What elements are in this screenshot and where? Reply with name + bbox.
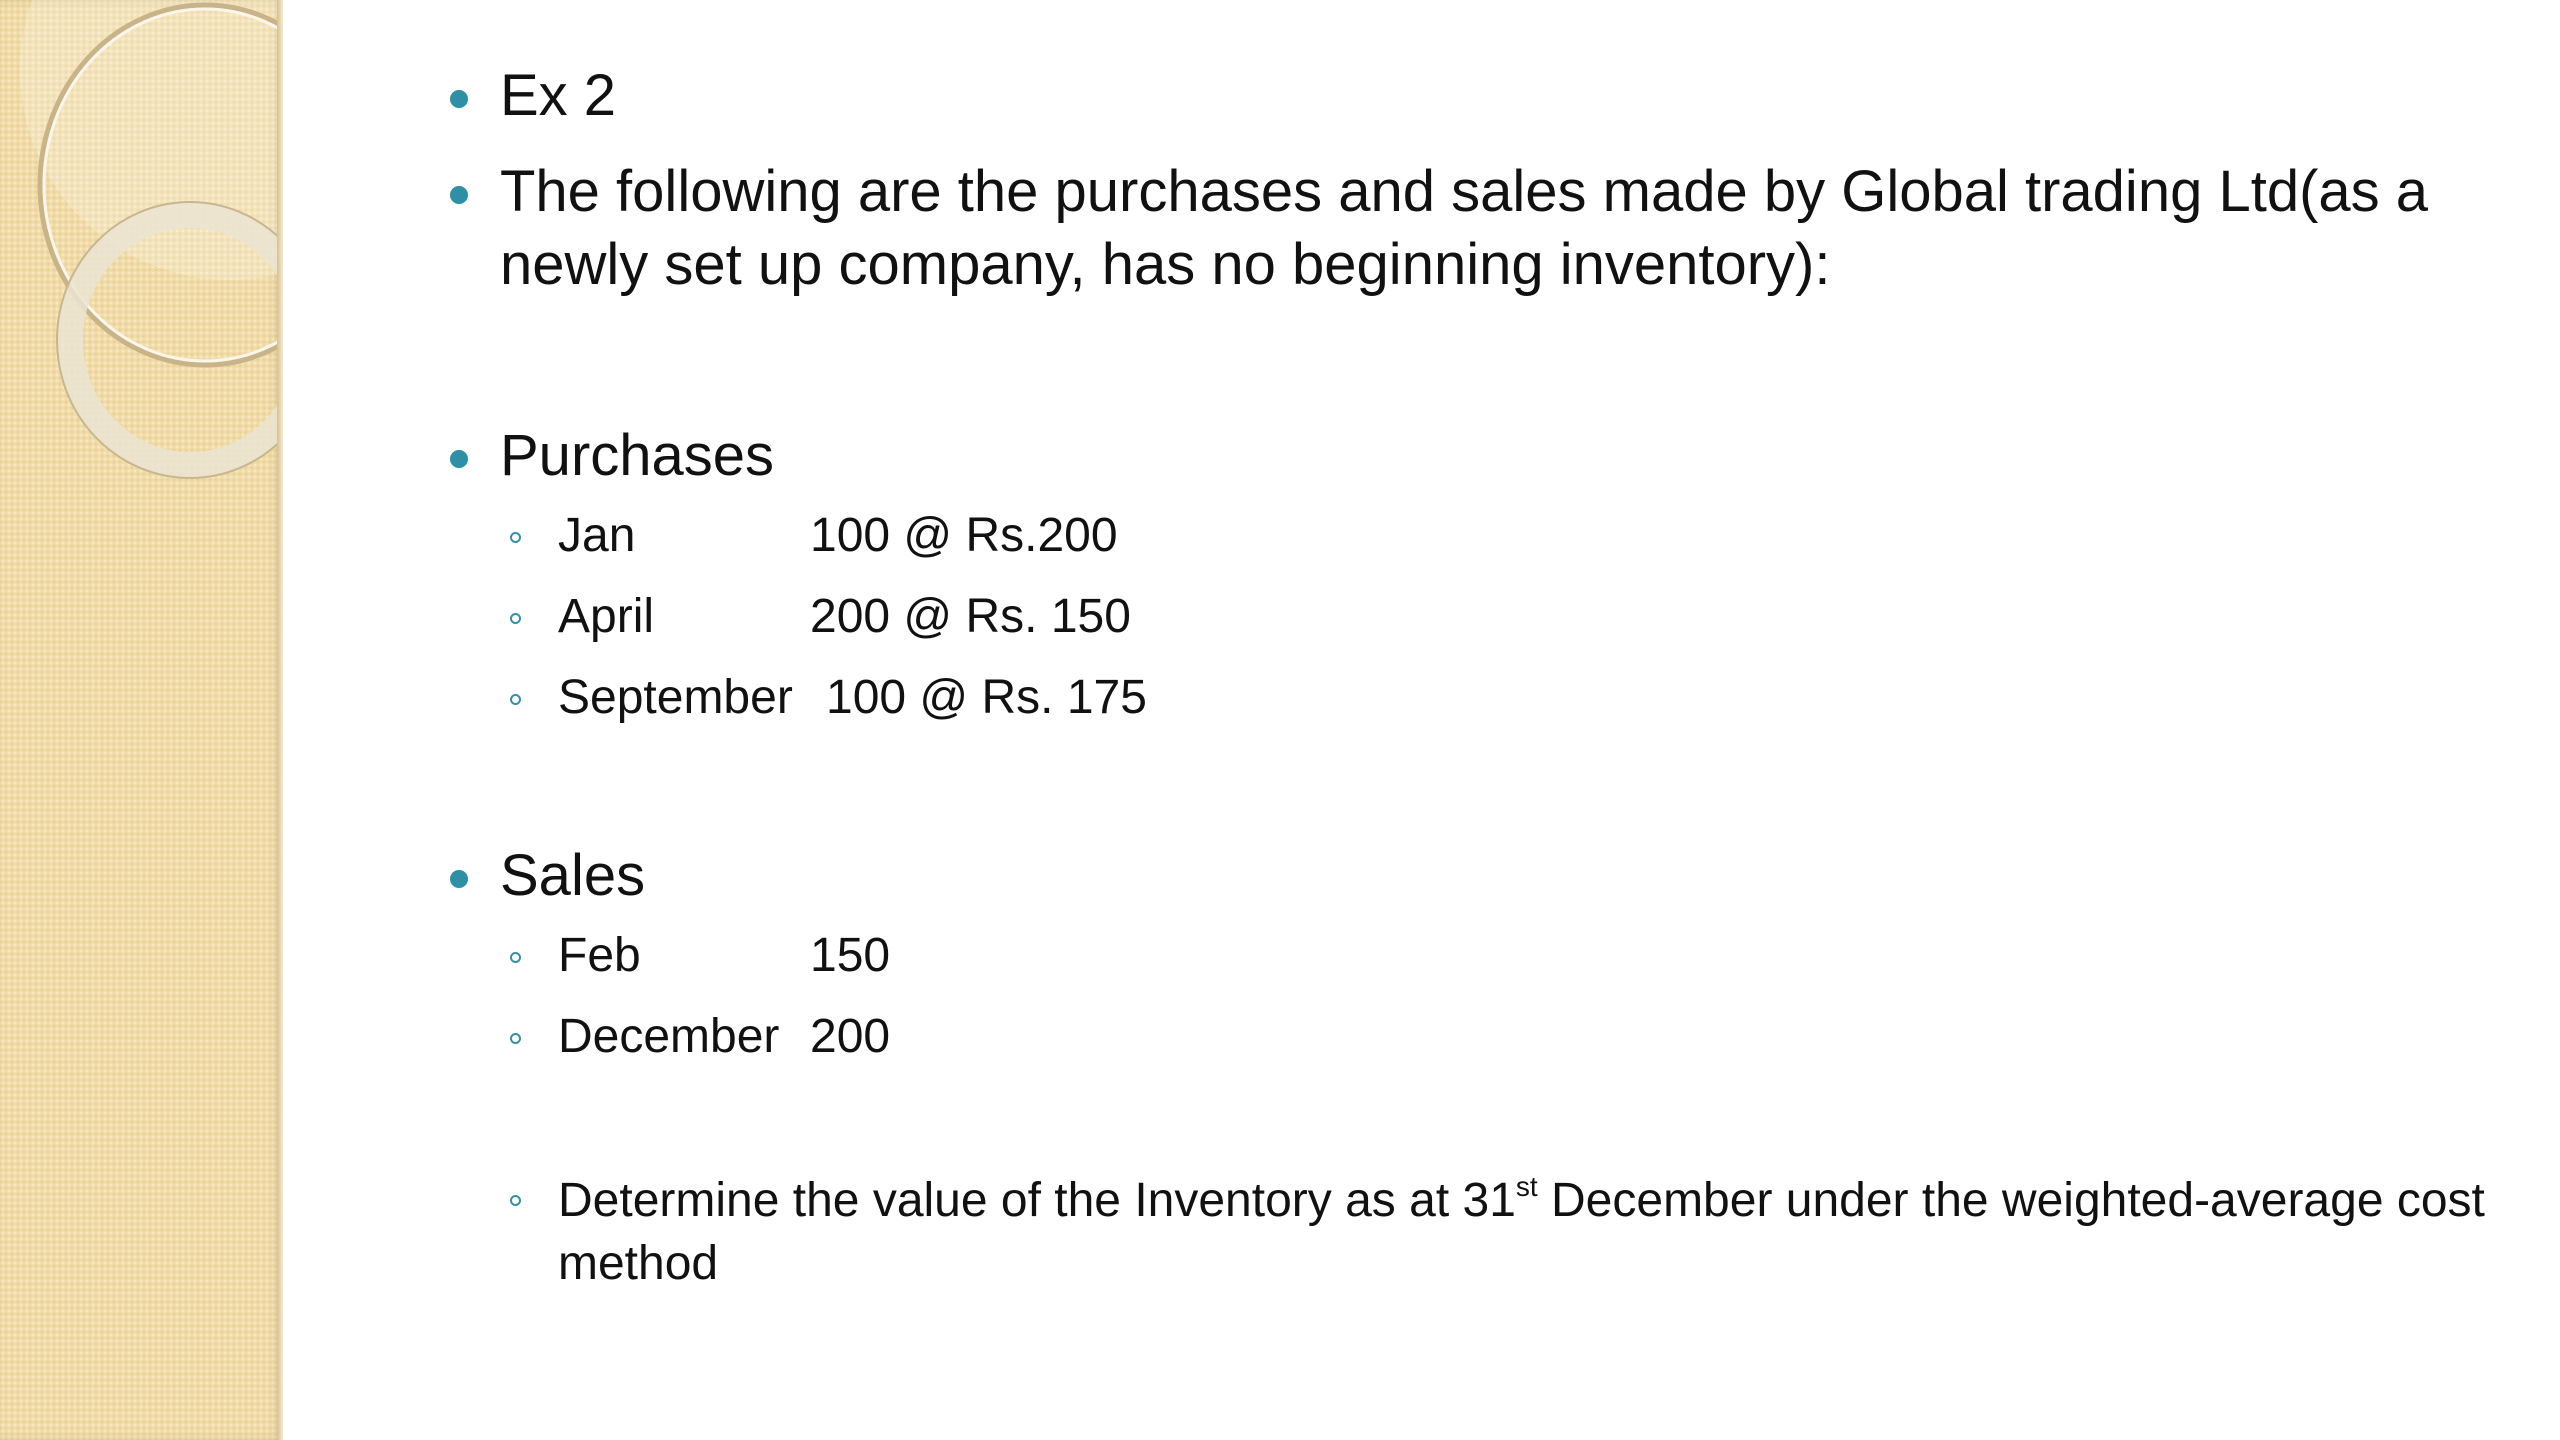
bullet-title bbox=[430, 60, 2510, 156]
purchase-month: April bbox=[558, 590, 655, 643]
sale-detail: 150 bbox=[810, 929, 891, 982]
decorative-side-panel bbox=[0, 0, 283, 1440]
question-superscript: st bbox=[1515, 1171, 1538, 1202]
sale-month: December bbox=[558, 1010, 780, 1063]
intro-text: The following are the purchases and sales made by Global trading Ltd(as a newly set up company, has no beginning inventory): bbox=[500, 159, 2429, 297]
purchases-heading: Purchases bbox=[500, 423, 775, 488]
slide-title-text: Ex 2 bbox=[500, 63, 617, 128]
purchase-item bbox=[430, 668, 2510, 840]
question-item bbox=[430, 1169, 2510, 1296]
sub-bullet-circle-icon bbox=[510, 613, 521, 624]
sale-month: Feb bbox=[558, 929, 641, 982]
purchase-item bbox=[430, 587, 2510, 668]
bullet-sales bbox=[430, 840, 2510, 926]
bullet-dot-icon bbox=[450, 870, 468, 888]
sub-bullet-circle-icon bbox=[510, 532, 521, 543]
purchase-month: Jan bbox=[558, 509, 636, 562]
purchase-detail: 100 @ Rs. 175 bbox=[826, 671, 1147, 724]
sale-item bbox=[430, 926, 2510, 1007]
question-text-part2: December under the weighted-average cost method bbox=[558, 1174, 2485, 1291]
slide-content bbox=[430, 60, 2510, 1296]
bullet-dot-icon bbox=[450, 186, 468, 204]
sub-bullet-circle-icon bbox=[510, 1033, 521, 1044]
sale-detail: 200 bbox=[810, 1010, 891, 1063]
sale-item bbox=[430, 1007, 2510, 1169]
purchase-month: September bbox=[558, 671, 793, 724]
bullet-purchases bbox=[430, 420, 2510, 506]
decorative-rings-icon bbox=[0, 0, 283, 1440]
purchase-item bbox=[430, 506, 2510, 587]
purchase-detail: 100 @ Rs.200 bbox=[810, 509, 1118, 562]
sub-bullet-circle-icon bbox=[510, 952, 521, 963]
bullet-dot-icon bbox=[450, 450, 468, 468]
purchase-detail: 200 @ Rs. 150 bbox=[810, 590, 1131, 643]
bullet-dot-icon bbox=[450, 90, 468, 108]
bullet-intro bbox=[430, 156, 2510, 420]
sub-bullet-circle-icon bbox=[510, 694, 521, 705]
sales-heading: Sales bbox=[500, 843, 646, 908]
question-text-part1: Determine the value of the Inventory as at 31 bbox=[558, 1174, 1516, 1227]
sub-bullet-circle-icon bbox=[510, 1195, 521, 1206]
